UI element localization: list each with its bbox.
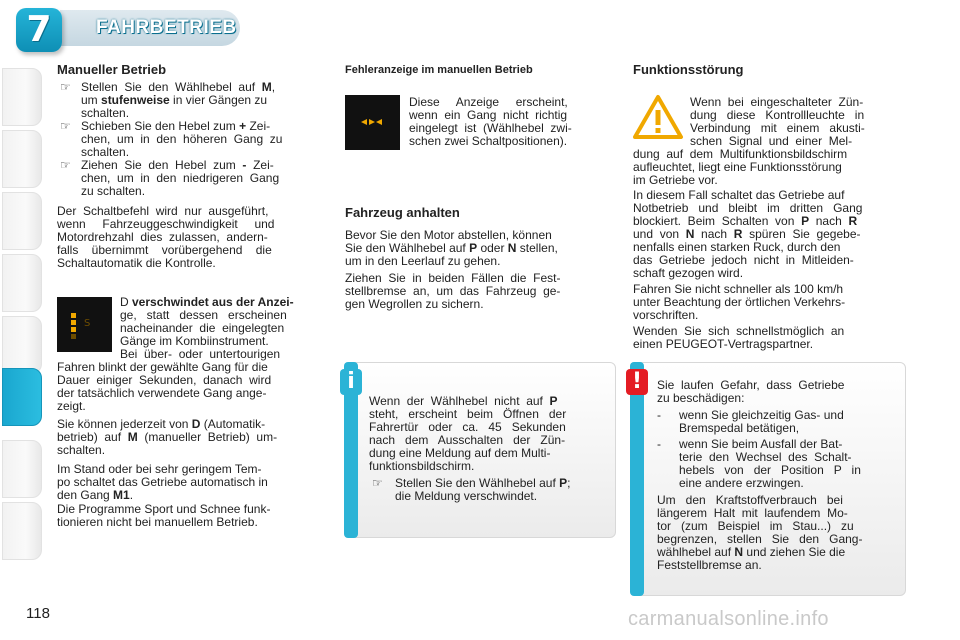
gear-indicator-image (57, 297, 112, 352)
text-line: Fahren blinkt der gewählte Gang für die (57, 360, 268, 374)
text-line: Ziehen Sie in beiden Fällen die Fest- (345, 271, 561, 285)
text-line: zeigt. (57, 399, 86, 413)
section-title-manueller-betrieb: Manueller Betrieb (57, 62, 167, 77)
text-line: Stellen Sie den Wählhebel auf M, (81, 80, 276, 94)
text-line: im Getriebe vor. (633, 173, 718, 187)
text-line: Ziehen Sie den Hebel zum - Zei- (81, 158, 274, 172)
text-line: Motordrehzahl dies zulassen, andern- (57, 230, 268, 244)
section-title-funktionsstoerung: Funktionsstörung (633, 62, 744, 77)
text-line: schen Signal und einer Mel- (690, 134, 853, 148)
text-line: zu beschädigen: (657, 391, 745, 405)
side-tab-4[interactable] (2, 254, 42, 312)
para-blinkt (57, 361, 325, 413)
text-line: um in den Leerlauf zu gehen. (345, 254, 501, 268)
para-motor-abstellen (345, 229, 614, 268)
text-line: chen, um in den niedrigeren Gang (81, 171, 280, 185)
para-fehleranzeige (409, 96, 614, 148)
text-line: schalten. (81, 106, 130, 120)
text-line: dung auf dem Multifunktionsbildschirm (633, 147, 848, 161)
text-line: Fahrertür oder ca. 45 Sekunden (369, 420, 566, 434)
double-arrow-icon (345, 95, 400, 150)
para-100kmh (633, 283, 904, 322)
side-tab-7-active[interactable] (2, 368, 42, 426)
text-line: po schaltet das Getriebe automatisch in (57, 475, 268, 489)
text-line: Notbetrieb und bleibt im dritten Gang (633, 201, 863, 215)
text-line: um stufenweise in vier Gängen zu (81, 93, 268, 107)
page-number: 118 (26, 605, 50, 622)
dash-line: - wenn Sie beim Ausfall der Bat- (657, 437, 843, 451)
text-line: Wenn bei eingeschalteter Zün- (690, 95, 864, 109)
para-vertragspartner (633, 325, 904, 351)
warning-triangle-icon (632, 93, 684, 141)
side-tab-5[interactable] (2, 316, 42, 374)
text-line: tor (zum Beispiel im Stau...) zu (657, 519, 854, 533)
dash-line: terie den Wechsel des Schalt- (679, 450, 852, 464)
text-line: Verbindung mit einem akusti- (690, 121, 865, 135)
side-tab-1[interactable] (2, 68, 42, 126)
text-line: Schieben Sie den Hebel zum + Zei- (81, 119, 271, 133)
text-line: tionieren nicht bei manuellem Betrieb. (57, 515, 258, 529)
info-text (369, 395, 609, 473)
text-line: Wenden Sie sich schnellstmöglich an (633, 324, 845, 338)
text-line: chen, um in den höheren Gang zu (81, 132, 283, 146)
bullet-list-manual (81, 81, 325, 198)
para-programme (57, 503, 325, 529)
text-line: Fahren Sie nicht schneller als 100 km/h (633, 282, 844, 296)
chapter-badge (16, 8, 62, 52)
text-line: schalten. (57, 443, 106, 457)
side-tab-9[interactable] (2, 502, 42, 560)
text-line: zu schalten. (81, 184, 146, 198)
para-d-nach-m (57, 418, 325, 457)
text-line: Dauer einiger Sekunden, danach wird (57, 373, 272, 387)
text-line: blockiert. Beim Schalten von P nach R (633, 214, 858, 228)
text-line: dung diese Kontrollleuchte in (690, 108, 865, 122)
text-line: Bevor Sie den Motor abstellen, können (345, 228, 552, 242)
text-line: Bei über- oder untertourigen (120, 347, 281, 361)
text-line: betrieb) auf M (manueller Betrieb) um- (57, 430, 278, 444)
text-line: vorschriften. (633, 308, 699, 322)
para-d-verschwindet (120, 296, 325, 361)
text-line: einen PEUGEOT-Vertragspartner. (633, 337, 814, 351)
text-line: Um den Kraftstoffverbrauch bei (657, 493, 843, 507)
info-icon: i (340, 369, 362, 395)
para-feststellbremse (345, 272, 614, 311)
text-line: die Meldung verschwindet. (395, 489, 538, 503)
text-line: nenfalls einen starken Ruck, durch den (633, 240, 841, 254)
text-line: schaft gezogen wird. (633, 266, 744, 280)
warning-intro (657, 379, 898, 405)
fehler-indicator-image (345, 95, 400, 150)
chapter-number: 7 (26, 9, 52, 50)
text-line: Im Stand oder bei sehr geringem Tem- (57, 462, 262, 476)
text-line: falls übernimmt vorübergehend die (57, 243, 272, 257)
info-bullet (395, 477, 609, 503)
text-line: das Getriebe jedoch nicht in Mitleiden- (633, 253, 854, 267)
text-line: wenn ein Gang nicht richtig (409, 108, 568, 122)
text-line: schen zwei Schaltpositionen). (409, 134, 568, 148)
dash-line: Bremspedal betätigen, (679, 421, 800, 435)
side-tab-2[interactable] (2, 130, 42, 188)
text-line: Der Schaltbefehl wird nur ausgeführt, (57, 204, 269, 218)
text-line: Diese Anzeige erscheint, (409, 95, 568, 109)
text-line: längerem Halt mit laufendem Mo- (657, 506, 848, 520)
hand-pointer-icon: ☞ (60, 80, 71, 94)
section-title-fahrzeug-anhalten: Fahrzeug anhalten (345, 205, 460, 220)
text-line: nacheinander die eingelegten (120, 321, 285, 335)
warning-item-batterie (657, 438, 898, 490)
text-line: Sie laufen Gefahr, dass Getriebe (657, 378, 845, 392)
text-line: Sie können jederzeit von D (Automatik- (57, 417, 266, 431)
text-line: Die Programme Sport und Schnee funk- (57, 502, 271, 516)
exclamation-icon: ! (626, 369, 648, 395)
para-multifunktion (633, 148, 904, 187)
side-tab-8[interactable] (2, 440, 42, 498)
section-title-fehleranzeige: Fehleranzeige im manuellen Betrieb (345, 64, 533, 76)
side-tab-3[interactable] (2, 192, 42, 250)
text-line: gen Wegrollen zu sichern. (345, 297, 484, 311)
text-line: der tatsächlich verwendete Gang ange- (57, 386, 267, 400)
para-schaltbefehl (57, 205, 325, 270)
text-line: eingelegt ist (Wählhebel zwi- (409, 121, 572, 135)
svg-text:S: S (84, 318, 91, 329)
text-line: Feststellbremse an. (657, 558, 762, 572)
text-line: schalten. (81, 145, 130, 159)
hand-pointer-icon: ☞ (372, 476, 383, 490)
text-line: unter Beachtung der örtlichen Verkehrs- (633, 295, 846, 309)
text-line: aufleuchtet, liegt eine Funktionsstörung (633, 160, 842, 174)
text-line: Gänge im Kombiinstrument. (120, 334, 269, 348)
text-line: Sie den Wählhebel auf P oder N stellen, (345, 241, 558, 255)
text-line: wenn Fahrzeuggeschwindigkeit und (57, 217, 275, 231)
text-line: funktionsbildschirm. (369, 459, 475, 473)
hand-pointer-icon: ☞ (60, 158, 71, 172)
text-line: Wenn der Wählhebel nicht auf P (369, 394, 558, 408)
text-line: Schaltautomatik die Kontrolle. (57, 256, 216, 270)
watermark-text: carmanualsonline.info (628, 608, 829, 630)
warning-kraftstoff (657, 494, 898, 572)
chapter-title: FAHRBETRIEB (96, 17, 237, 38)
warning-box-bar (630, 362, 644, 596)
para-warnleuchte (690, 96, 904, 148)
dash-line: hebels von der Position P in (679, 463, 861, 477)
text-line: nach dem Ausschalten der Zün- (369, 433, 566, 447)
text-line: In diesem Fall schaltet das Getriebe auf (633, 188, 845, 202)
text-line: D verschwindet aus der Anzei- (120, 295, 294, 309)
text-line: den Gang M1. (57, 488, 134, 502)
warning-item-gas-brems (657, 409, 898, 435)
text-line: stellbremse an, um das Fahrzeug ge- (345, 284, 561, 298)
text-line: ge, statt dessen erscheinen (120, 308, 287, 322)
gear-display-icon (57, 297, 112, 352)
dash-line: eine andere erzwingen. (679, 476, 804, 490)
dash-line: - wenn Sie gleichzeitig Gas- und (657, 408, 844, 422)
text-line: dung eine Meldung auf dem Multi- (369, 446, 551, 460)
text-line: Stellen Sie den Wählhebel auf P; (395, 476, 571, 490)
hand-pointer-icon: ☞ (60, 119, 71, 133)
para-stand (57, 463, 325, 502)
para-notbetrieb (633, 189, 904, 280)
text-line: und von N nach R spüren Sie gegebe- (633, 227, 861, 241)
text-line: wählhebel auf N und ziehen Sie die (657, 545, 846, 559)
text-line: begrenzen, stellen Sie den Gang- (657, 532, 863, 546)
text-line: steht, erscheint beim Öffnen der (369, 407, 567, 421)
